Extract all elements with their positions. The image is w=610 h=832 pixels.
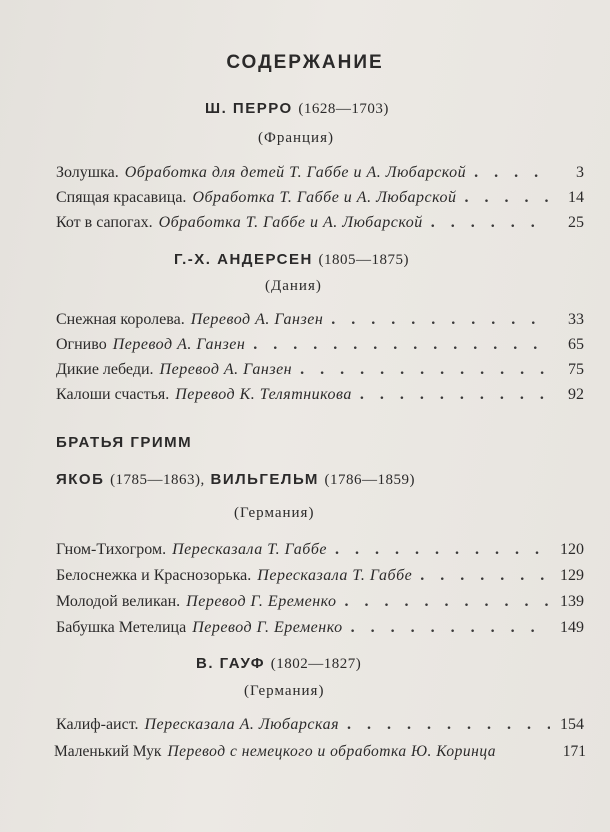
page-number: 154: [560, 716, 584, 733]
dot-leader: [465, 189, 550, 207]
author-heading-hauff: [196, 655, 361, 673]
toc-entry[interactable]: [56, 716, 584, 738]
story-credit: Перевод А. Ганзен: [190, 311, 324, 328]
toc-entry[interactable]: [56, 214, 584, 236]
toc-entry[interactable]: [56, 593, 584, 615]
toc-entry[interactable]: [54, 743, 586, 765]
author-years: (1785—1863),: [110, 472, 205, 488]
dot-leader: [474, 164, 550, 182]
page-number: 3: [576, 164, 584, 181]
story-credit: Обработка Т. Габбе и А. Любарской: [192, 189, 457, 206]
story-title: Гном-Тихогром.: [56, 541, 167, 558]
author-name: В. ГАУФ: [196, 655, 266, 672]
story-credit: Пересказала Т. Габбе: [172, 541, 327, 558]
dot-leader: [331, 311, 550, 329]
country-label: (Франция): [258, 130, 334, 146]
toc-entry[interactable]: [56, 567, 584, 589]
author-name: ВИЛЬГЕЛЬМ: [210, 471, 319, 488]
page-number: 65: [568, 336, 584, 353]
author-years: (1786—1859): [324, 472, 416, 488]
page-number: 139: [560, 593, 584, 610]
toc-entry[interactable]: [56, 361, 584, 383]
story-title: Спящая красавица.: [56, 189, 187, 206]
dot-leader: [420, 567, 550, 585]
story-title: Калоши счастья.: [56, 386, 170, 403]
page-number: 120: [560, 541, 584, 558]
toc-entry[interactable]: [56, 164, 584, 186]
story-credit: Пересказала Т. Габбе: [257, 567, 413, 584]
story-title: Бабушка Метелица: [56, 619, 187, 636]
toc-entry[interactable]: [56, 619, 584, 641]
author-heading-perrault: [205, 100, 389, 118]
toc-entry[interactable]: [56, 336, 584, 358]
page-number: 14: [568, 189, 584, 206]
story-credit: Перевод Г. Еременко: [186, 593, 337, 610]
author-years: (1805—1875): [318, 252, 409, 268]
page-number: 171: [562, 743, 586, 760]
story-title: Огниво: [56, 336, 107, 353]
dot-leader: [351, 619, 550, 637]
page-number: 25: [568, 214, 584, 231]
page-number: 129: [560, 567, 584, 584]
author-name: Г.-Х. АНДЕРСЕН: [174, 251, 313, 268]
dot-leader: [300, 361, 550, 379]
story-credit: Перевод К. Телятникова: [175, 386, 352, 403]
author-heading-grimm: [56, 434, 192, 451]
story-credit: Перевод с немецкого и обработка Ю. Коринца: [167, 743, 497, 760]
story-title: Маленький Мук: [54, 743, 162, 760]
story-credit: Перевод Г. Еременко: [192, 619, 343, 636]
dot-leader: [253, 336, 550, 354]
story-title: Белоснежка и Краснозорька.: [56, 567, 252, 584]
story-title: Калиф-аист.: [56, 716, 139, 733]
toc-entry[interactable]: [56, 311, 584, 333]
dot-leader: [360, 386, 550, 404]
dot-leader: [345, 593, 550, 611]
story-title: Кот в сапогах.: [56, 214, 153, 231]
country-label: (Германия): [234, 505, 315, 521]
country-label: (Германия): [244, 683, 325, 699]
toc-entry[interactable]: [56, 189, 584, 211]
story-title: Снежная королева.: [56, 311, 185, 328]
page-number: 92: [568, 386, 584, 403]
author-name: БРАТЬЯ ГРИММ: [56, 434, 193, 451]
toc-entry[interactable]: [56, 386, 584, 408]
story-credit: Пересказала А. Любарская: [144, 716, 339, 733]
page-number: 149: [560, 619, 584, 636]
story-credit: Перевод А. Ганзен: [159, 361, 293, 378]
author-subheading-grimm: [56, 471, 415, 489]
story-credit: Обработка Т. Габбе и А. Любарской: [158, 214, 423, 231]
story-credit: Перевод А. Ганзен: [112, 336, 246, 353]
dot-leader: [335, 541, 550, 559]
story-title: Дикие лебеди.: [56, 361, 154, 378]
page-number: 33: [568, 311, 584, 328]
story-title: Золушка.: [56, 164, 119, 181]
story-credit: Обработка для детей Т. Габбе и А. Любарской: [124, 164, 467, 181]
dot-leader: [347, 716, 550, 734]
story-title: Молодой великан.: [56, 593, 181, 610]
dot-leader: [431, 214, 550, 232]
page-title: СОДЕРЖАНИЕ: [226, 52, 384, 73]
author-heading-andersen: [174, 251, 409, 269]
country-label: (Дания): [265, 278, 322, 294]
page-number: 75: [568, 361, 584, 378]
author-name: ЯКОБ: [56, 471, 105, 488]
author-years: (1628—1703): [298, 101, 389, 117]
author-years: (1802—1827): [270, 656, 362, 672]
author-name: Ш. ПЕРРО: [205, 100, 293, 117]
toc-entry[interactable]: [56, 541, 584, 563]
